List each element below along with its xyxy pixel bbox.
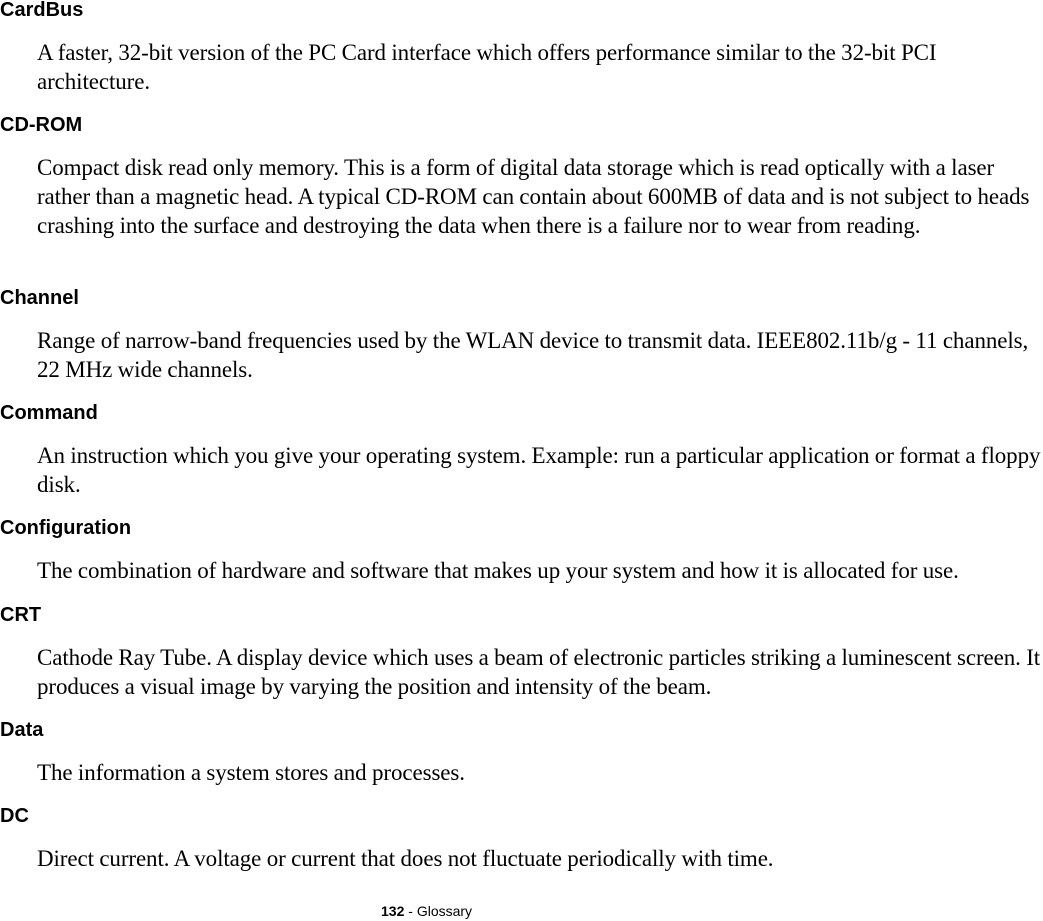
page-number: 132	[381, 903, 405, 919]
glossary-entry-data	[0, 720, 1037, 787]
glossary-definition: An instruction which you give your operating system. Example: run a particular application or format a floppy disk.	[37, 443, 1041, 497]
glossary-definition: The combination of hardware and software that makes up your system and how it is allocated for use.	[37, 558, 959, 583]
glossary-term: Data	[0, 719, 44, 741]
glossary-entry-cd-rom	[0, 115, 1041, 240]
glossary-definition: A faster, 32-bit version of the PC Card interface which offers performance similar to the 32-bit PCI architecture.	[37, 40, 937, 94]
glossary-entry-crt	[0, 605, 1041, 701]
page-footer	[381, 901, 472, 921]
glossary-term: CD-ROM	[0, 114, 83, 136]
glossary-entry-configuration	[0, 518, 1043, 585]
glossary-entry-channel	[0, 288, 1037, 384]
glossary-definition: Compact disk read only memory. This is a form of digital data storage which is read optically with a laser rather than a magnetic head. A typical CD-ROM can contain about 600MB of data and is not subject to heads crashing into the surface and destroying the data when there is a failure nor to wear from reading.	[37, 155, 1030, 238]
glossary-term: CardBus	[0, 0, 84, 21]
glossary-term: Channel	[0, 287, 79, 309]
glossary-entry-dc	[0, 806, 1037, 873]
glossary-definition: Range of narrow-band frequencies used by the WLAN device to transmit data. IEEE802.11b/g - 11 channels, 22 MHz wide channels.	[37, 328, 1029, 382]
glossary-term: Configuration	[0, 517, 132, 539]
glossary-definition: Direct current. A voltage or current that does not fluctuate periodically with time.	[37, 846, 774, 871]
glossary-term: DC	[0, 805, 29, 827]
footer-separator: -	[404, 903, 417, 919]
glossary-term: CRT	[0, 604, 42, 626]
glossary-entry-cardbus	[0, 0, 1037, 96]
glossary-definition: The information a system stores and processes.	[37, 760, 465, 785]
glossary-definition: Cathode Ray Tube. A display device which uses a beam of electronic particles striking a luminescent screen. It produces a visual image by varying the position and intensity of the beam.	[37, 645, 1041, 699]
footer-section: Glossary	[416, 903, 473, 919]
glossary-entry-command	[0, 403, 1041, 499]
glossary-term: Command	[0, 402, 98, 424]
